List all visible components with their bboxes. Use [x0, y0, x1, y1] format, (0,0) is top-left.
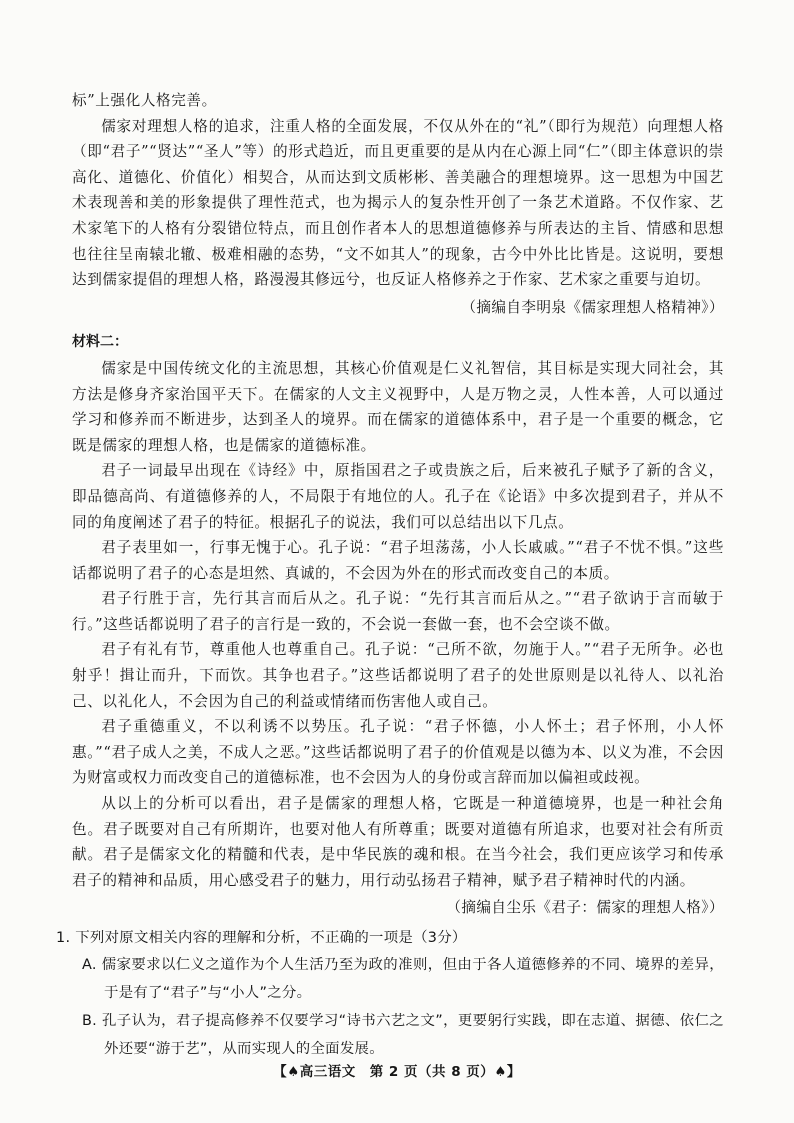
paragraph: 儒家对理想人格的追求，注重人格的全面发展，不仅从外在的“礼”（即行为规范）向理想人格（即“君子”“贤达”“圣人”等）的形式趋近，而且更重要的是从内在心源上同“仁”（即主体意识的崇高化、道德化、价值化）相契合，从而达到文质彬彬、善美融合的理想境界。这一思想为中国艺术表现善和美的形象提供了理性范式，也为揭示人的复杂性开创了一条艺术道路。不仅作家、艺术家笔下的人格有分裂错位特点，而且创作者本人的思想道德修养与所表达的主旨、情感和思想也往往呈南辕北辙、极难相融的态势，“文不如其人”的现象，古今中外比比皆是。这说明，要想达到儒家提倡的理想人格，路漫漫其修远兮，也反证人格修养之于作家、艺术家之重要与迫切。 — [72, 117, 724, 289]
paragraph: 君子有礼有节，尊重他人也尊重自己。孔子说：“己所不欲，勿施于人。”“君子无所争。必也射乎！揖让而升，下而饮。其争也君子。”这些话都说明了君子的处世原则是以礼待人、以礼治己、以礼化人，不会因为自己的利益或情绪而伤害他人或自己。 — [72, 641, 724, 710]
question-stem: 1. 下列对原文相关内容的理解和分析，不正确的一项是（3分） — [56, 930, 467, 946]
option-b: B. 孔子认为，君子提高修养不仅要学习“诗书六艺之文”，更要躬行实践，即在志道、据德、依仁之外还要“游于艺”，从而实现人的全面发展。 — [82, 1013, 724, 1057]
material-label: 材料二： — [72, 334, 128, 351]
source-citation: （摘编自尘乐《君子：儒家的理想人格》） — [446, 899, 724, 917]
paragraph: 儒家是中国传统文化的主流思想，其核心价值观是仁义礼智信，其目标是实现大同社会，其方法是修身齐家治国平天下。在儒家的人文主义视野中，人是万物之灵，人性本善，人可以通过学习和修养而不断进步，达到圣人的境界。而在儒家的道德体系中，君子是一个重要的概念，它既是儒家的理想人格，也是儒家的道德标准。 — [72, 359, 724, 454]
paragraph: 君子一词最早出现在《诗经》中，原指国君之子或贵族之后，后来被孔子赋予了新的含义，即品德高尚、有道德修养的人，不局限于有地位的人。孔子在《论语》中多次提到君子，并从不同的角度阐述了君子的特征。根据孔子的说法，我们可以总结出以下几点。 — [72, 462, 724, 531]
paragraph: 从以上的分析可以看出，君子是儒家的理想人格，它既是一种道德境界，也是一种社会角色。君子既要对自己有所期许，也要对他人有所尊重；既要对道德有所追求，也要对社会有所贡献。君子是儒家文化的精髓和代表，是中华民族的魂和根。在当今社会，我们更应该学习和传承君子的精神和品质，用心感受君子的魅力，用行动弘扬君子精神，赋予君子精神时代的内涵。 — [72, 795, 724, 889]
page-footer: 【♠高三语文 第 2 页（共 8 页）♠】 — [273, 1064, 521, 1080]
source-citation: （摘编自李明泉《儒家理想人格精神》） — [461, 298, 724, 316]
paragraph-fragment: 标”上强化人格完善。 — [72, 92, 217, 109]
option-a: A. 儒家要求以仁义之道作为个人生活乃至为政的准则，但由于各人道德修养的不同、境界的差异，于是有了“君子”与“小人”之分。 — [82, 957, 724, 1001]
paragraph: 君子表里如一，行事无愧于心。孔子说：“君子坦荡荡，小人长戚戚。”“君子不忧不惧。”这些话都说明了君子的心态是坦然、真诚的，不会因为外在的形式而改变自己的本质。 — [72, 539, 724, 582]
paragraph: 君子重德重义，不以利诱不以势压。孔子说：“君子怀德，小人怀土；君子怀刑，小人怀惠。”“君子成人之美，不成人之恶。”这些话都说明了君子的价值观是以德为本、以义为准，不会因为财富或权力而改变自己的道德标准，也不会因为人的身份或言辞而加以偏袒或歧视。 — [72, 718, 724, 787]
paragraph: 君子行胜于言，先行其言而后从之。孔子说：“先行其言而后从之。”“君子欲讷于言而敏于行。”这些话都说明了君子的言行是一致的，不会说一套做一套，也不会空谈不做。 — [72, 590, 724, 633]
